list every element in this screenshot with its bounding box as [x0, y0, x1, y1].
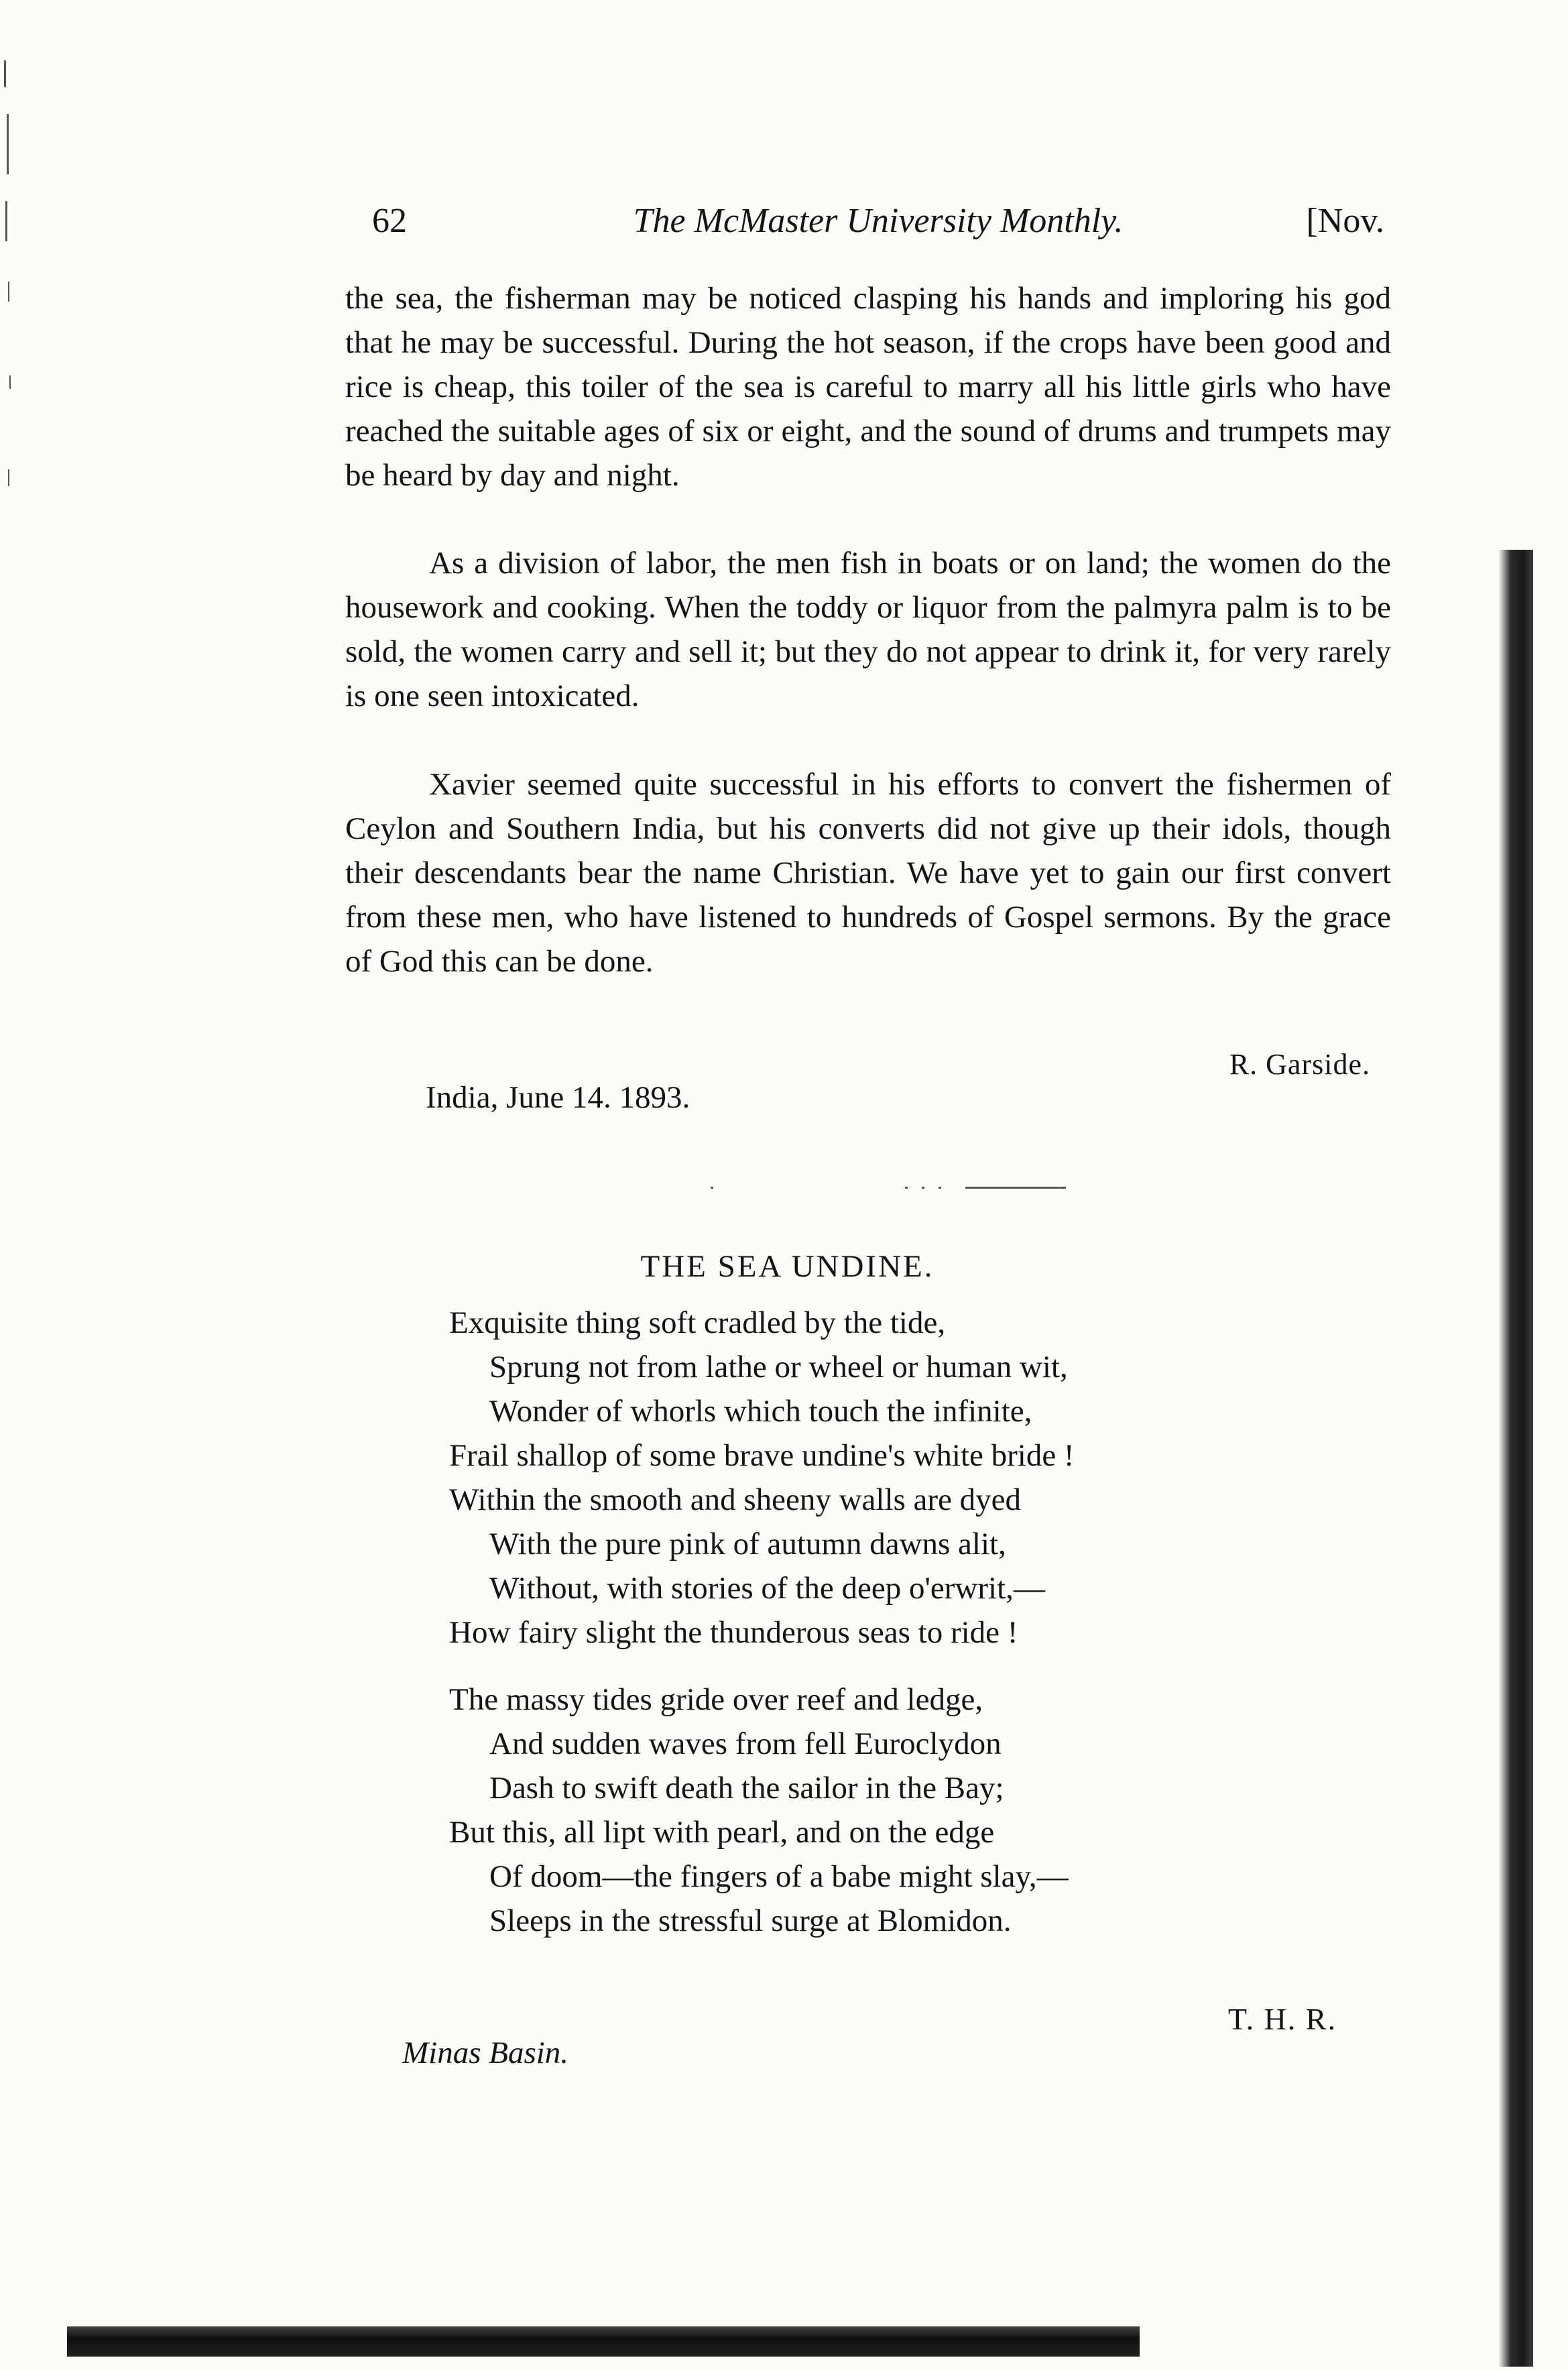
poem-line: With the pure pink of autumn dawns alit, [489, 1527, 1006, 1561]
article-paragraph-1 [345, 276, 1391, 497]
poem-line: But this, all lipt with pearl, and on the edge [449, 1815, 995, 1850]
paragraph-text: As a division of labor, the men fish in boats or on land; the women do the housework and cooking. When the toddy or liquor from the palmyra palm is to be sold, the women carry and sell it; but they do not appear to drink it, for very rarely is one seen intoxicated. [345, 546, 1391, 713]
article-place-date: India, June 14. 1893. [426, 1080, 690, 1115]
paragraph-text: the sea, the fisherman may be noticed clasping his hands and imploring his god that he may be successful. During the hot season, if the crops have been good and rice is cheap, this toiler of the sea is careful to marry all his little girls who have reached the suitable ages of six or eight, and the sound of drums and trumpets may be heard by day and night. [345, 281, 1391, 493]
poem-line: And sudden waves from fell Euroclydon [489, 1726, 1002, 1761]
poem-place: Minas Basin. [402, 2035, 569, 2070]
scan-bottom-edge [67, 2326, 1140, 2357]
article-paragraph-3 [345, 762, 1391, 984]
page-number: 62 [372, 202, 407, 240]
running-header [372, 201, 1384, 248]
poem-line: Wonder of whorls which touch the infinite, [489, 1394, 1032, 1429]
poem-signature: T. H. R. [1227, 2002, 1337, 2036]
poem-line: Exquisite thing soft cradled by the tide, [449, 1305, 946, 1340]
scan-right-edge [1498, 550, 1533, 2367]
poem-stanza-2 [449, 1677, 1069, 1943]
running-title: The McMaster University Monthly. [633, 202, 1124, 240]
poem-line: Sprung not from lathe or wheel or human wit, [489, 1350, 1068, 1384]
issue-month: [Nov. [1306, 202, 1384, 240]
poem-line: Without, with stories of the deep o'erwrit,— [489, 1571, 1045, 1606]
poem-line: Sleeps in the stressful surge at Blomidon. [489, 1903, 1012, 1938]
poem-line: Frail shallop of some brave undine's white bride ! [449, 1438, 1075, 1473]
poem-line: Within the smooth and sheeny walls are dyed [449, 1482, 1022, 1517]
section-divider [711, 1187, 1066, 1191]
poem-stanza-1 [449, 1301, 1075, 1655]
poem-line: Of doom—the fingers of a babe might slay,— [489, 1859, 1069, 1894]
poem-line: The massy tides gride over reef and ledge, [449, 1682, 983, 1717]
article-paragraph-2 [345, 541, 1391, 718]
scan-left-edge [0, 0, 20, 2370]
poem-line: How fairy slight the thunderous seas to ride ! [449, 1615, 1018, 1650]
poem-line: Dash to swift death the sailor in the Bay; [489, 1771, 1004, 1805]
article-signature: R. Garside. [1229, 1048, 1370, 1081]
paragraph-text: Xavier seemed quite successful in his efforts to convert the fishermen of Ceylon and Southern India, but his converts did not give up their idols, though their descendants bear the name Christian. We have yet to gain our first convert from these men, who have listened to hundreds of Gospel sermons. By the grace of God this can be done. [345, 767, 1391, 979]
poem-title: THE SEA UNDINE. [640, 1249, 934, 1284]
